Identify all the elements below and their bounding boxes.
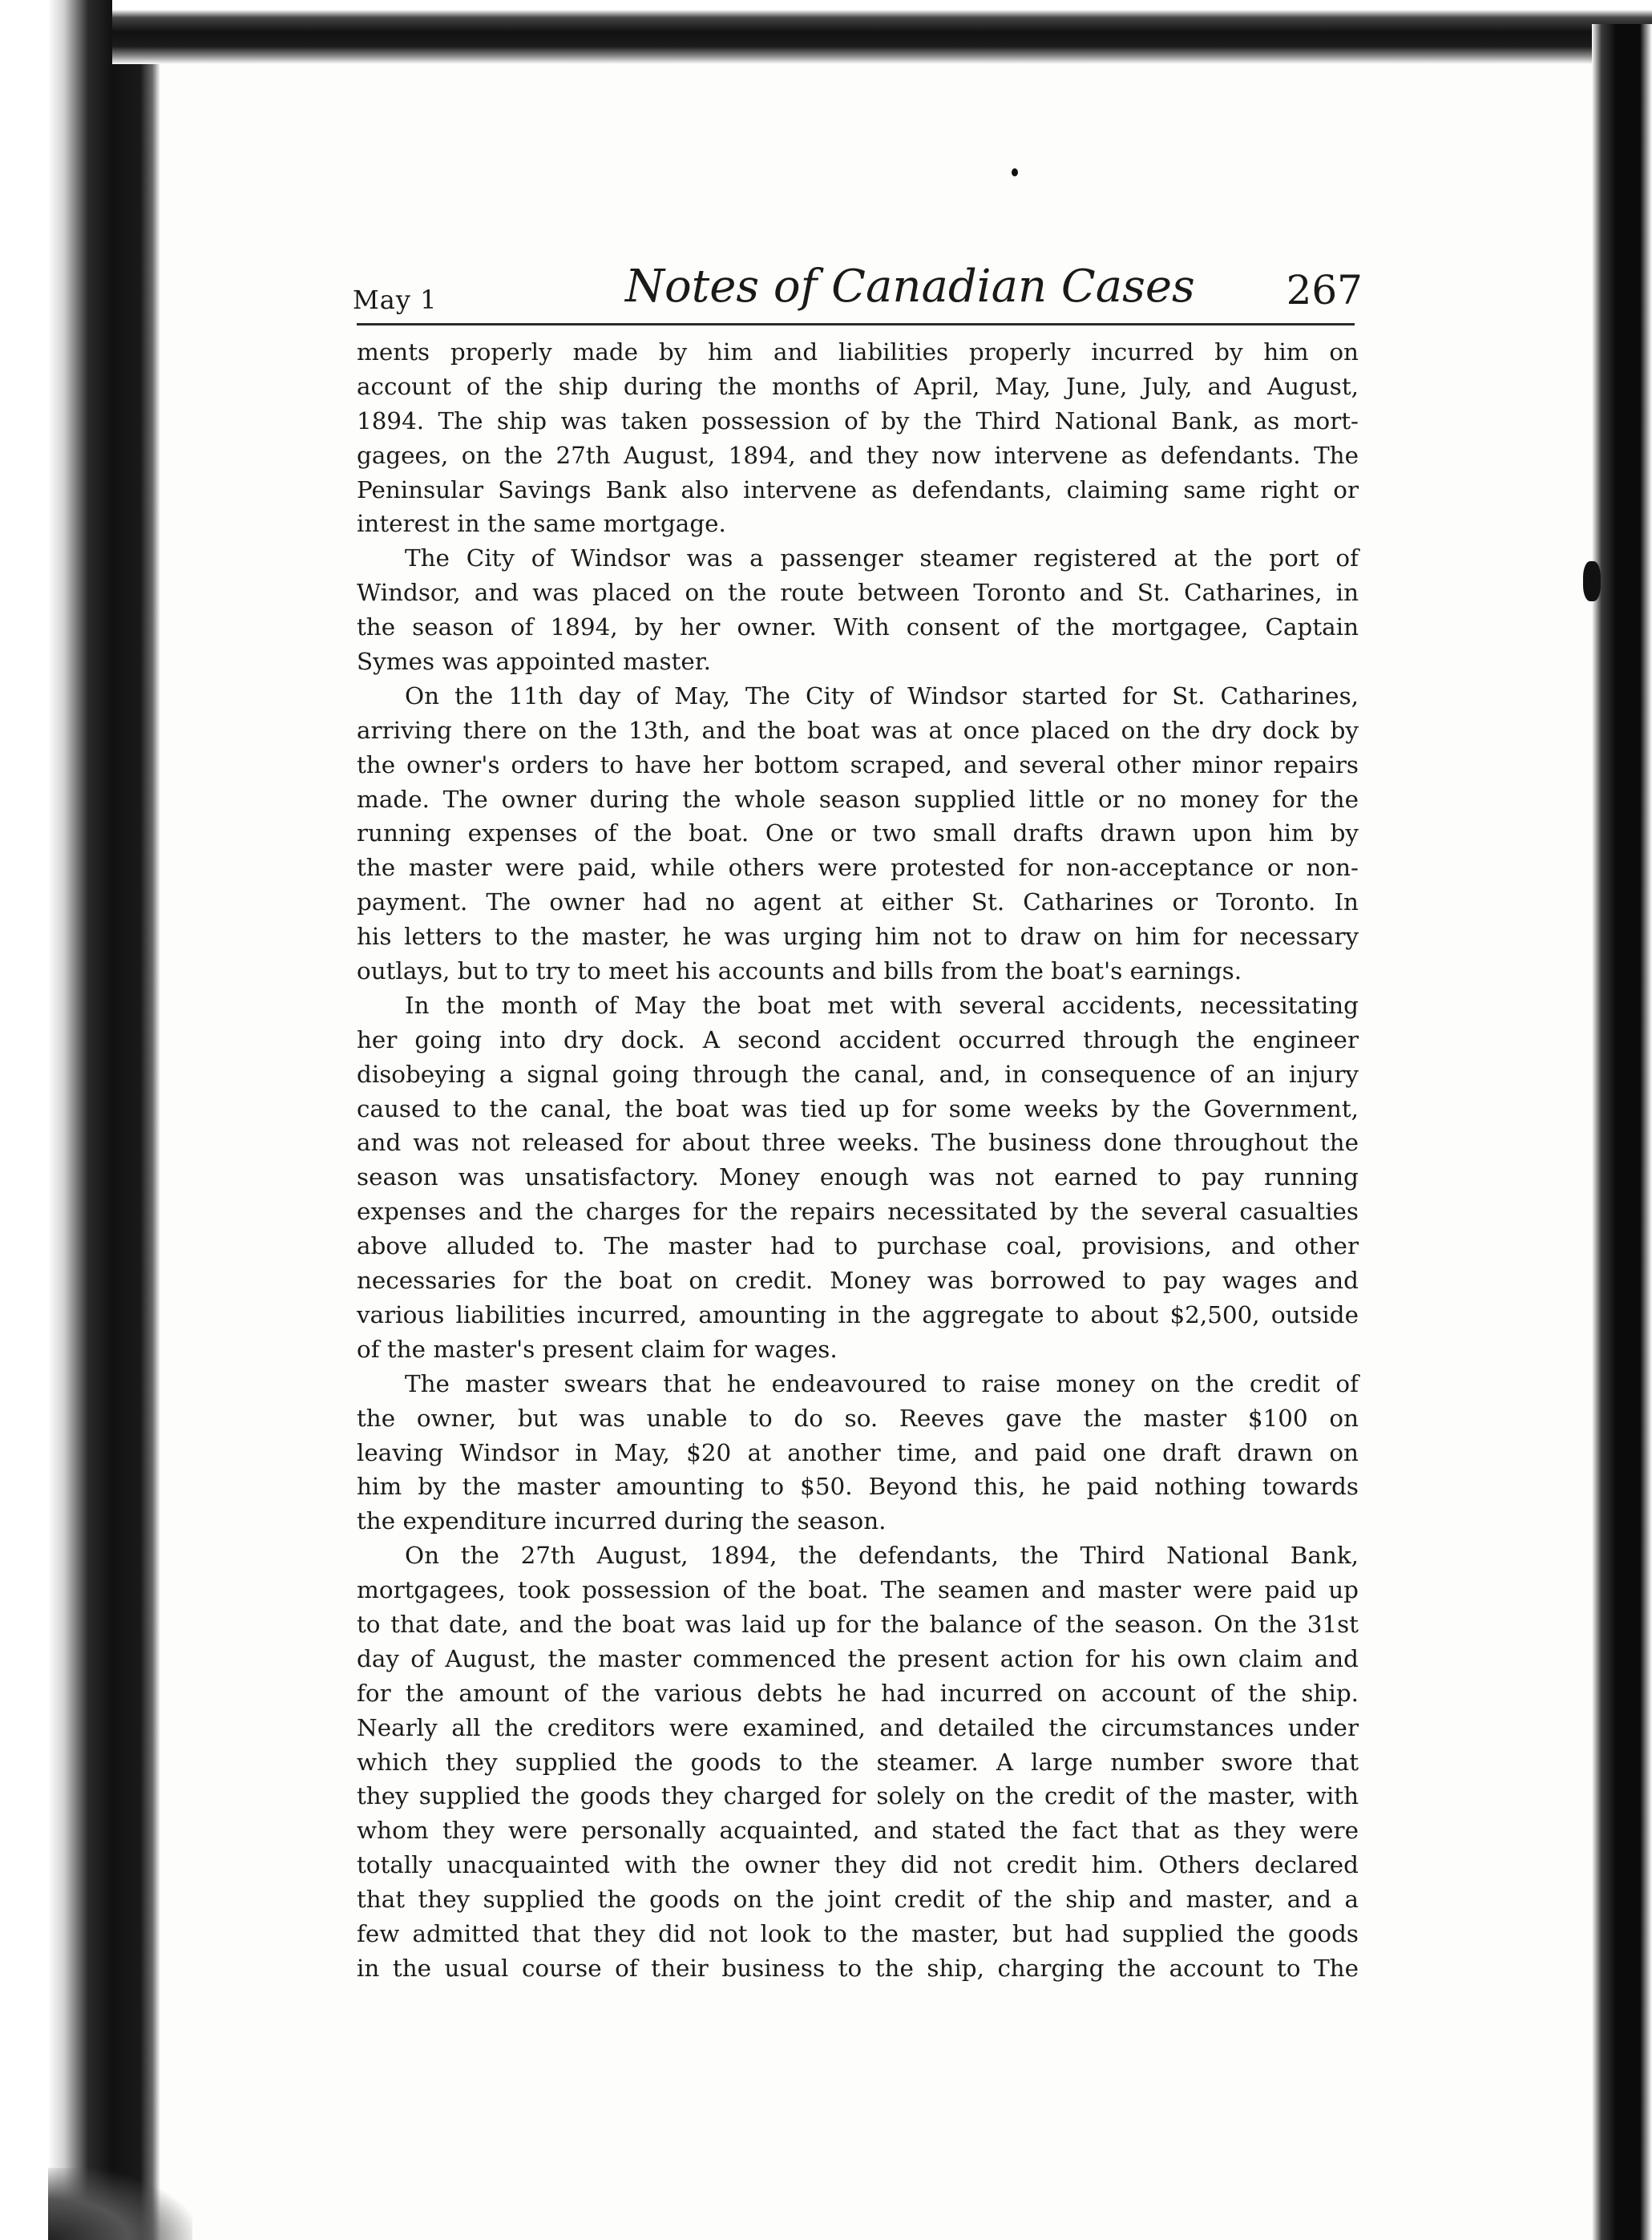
text-line: various liabilities incurred, amounting in the aggregate to about $2,500, outside [357,1300,1359,1328]
text-line: arriving there on the 13th, and the boat was at once placed on the dry dock by [357,716,1359,744]
header-rule [357,323,1355,325]
text-line: ments properly made by him and liabilities properly incurred by him on [357,338,1359,366]
header-date: May 1 [353,285,438,315]
text-line: of the master's present claim for wages. [357,1335,838,1363]
text-line: they supplied the goods they charged for solely on the credit of the master, with [357,1782,1359,1810]
text-line: his letters to the master, he was urging him not to draw on him for necessary [357,923,1359,951]
text-line: made. The owner during the whole season supplied little or no money for the [357,785,1359,813]
text-line: the season of 1894, by her owner. With consent of the mortgagee, Captain [357,613,1359,641]
text-line: gagees, on the 27th August, 1894, and they now intervene as defendants. The [357,441,1359,469]
scan-edge-bottom-left [48,2168,192,2240]
text-line: above alluded to. The master had to purchase coal, provisions, and other [357,1232,1359,1260]
text-line: payment. The owner had no agent at either St. Catharines or Toronto. In [357,888,1359,916]
text-line: totally unacquainted with the owner they did not credit him. Others declared [357,1851,1359,1879]
scan-edge-top [112,0,1652,64]
text-line: The City of Windsor was a passenger steamer registered at the port of [405,544,1359,572]
scan-edge-right [1592,24,1652,2240]
text-line: outlays, but to try to meet his accounts and bills from the boat's earnings. [357,957,1242,985]
text-line: the owner, but was unable to do so. Reeves gave the master $100 on [357,1404,1359,1432]
text-line: to that date, and the boat was laid up for the balance of the season. On the 31st [357,1610,1359,1638]
scan-speck [1583,561,1601,601]
header-title: Notes of Canadian Cases [625,261,1195,313]
text-line: few admitted that they did not look to the master, but had supplied the goods [357,1919,1359,1947]
text-line: On the 11th day of May, The City of Windsor started for St. Catharines, [405,681,1359,710]
text-line: the expenditure incurred during the season. [357,1507,887,1535]
text-line: leaving Windsor in May, $20 at another time, and paid one draft drawn on [357,1438,1359,1466]
text-line: caused to the canal, the boat was tied up for some weeks by the Government, [357,1094,1359,1122]
page-number: 267 [1286,267,1363,313]
text-line: the owner's orders to have her bottom scraped, and several other minor repairs [357,750,1359,778]
text-line: interest in the same mortgage. [357,510,726,538]
text-line: whom they were personally acquainted, and stated the fact that as they were [357,1817,1359,1845]
text-line: for the amount of the various debts he had incurred on account of the ship. [357,1679,1359,1707]
text-line: the master were paid, while others were protested for non-acceptance or non- [357,854,1359,882]
text-line: her going into dry dock. A second accident occurred through the engineer [357,1025,1359,1053]
scan-speck [1012,168,1018,176]
text-line: account of the ship during the months of April, May, June, July, and August, [357,372,1359,400]
text-line: Symes was appointed master. [357,648,711,676]
text-line: season was unsatisfactory. Money enough was not earned to pay running [357,1163,1359,1191]
text-line: running expenses of the boat. One or two small drafts drawn upon him by [357,819,1359,847]
text-line: necessaries for the boat on credit. Money was borrowed to pay wages and [357,1267,1359,1295]
text-line: On the 27th August, 1894, the defendants, the Third National Bank, [405,1542,1359,1570]
text-line: Nearly all the creditors were examined, and detailed the circumstances under [357,1713,1359,1741]
text-line: The master swears that he endeavoured to raise money on the credit of [405,1369,1359,1397]
text-line: mortgagees, took possession of the boat. The seamen and master were paid up [357,1576,1359,1604]
text-line: that they supplied the goods on the joint credit of the ship and master, and a [357,1886,1359,1914]
text-line: 1894. The ship was taken possession of by the Third National Bank, as mort- [357,406,1359,435]
text-line: him by the master amounting to $50. Beyond this, he paid nothing towards [357,1473,1359,1501]
text-line: Peninsular Savings Bank also intervene as defendants, claiming same right or [357,475,1359,503]
running-header [353,261,1363,325]
text-line: which they supplied the goods to the steamer. A large number swore that [357,1748,1359,1776]
text-line: day of August, the master commenced the present action for his own claim and [357,1644,1359,1672]
text-line: in the usual course of their business to the ship, charging the account to The [357,1954,1359,1982]
text-line: disobeying a signal going through the canal, and, in consequence of an injury [357,1060,1359,1088]
body-text [357,335,1359,1986]
text-line: and was not released for about three weeks. The business done throughout the [357,1129,1359,1157]
text-line: In the month of May the boat met with several accidents, necessitating [405,991,1359,1019]
scan-edge-left [0,0,160,2240]
text-line: expenses and the charges for the repairs necessitated by the several casualties [357,1198,1359,1226]
text-line: Windsor, and was placed on the route between Toronto and St. Catharines, in [357,579,1359,607]
